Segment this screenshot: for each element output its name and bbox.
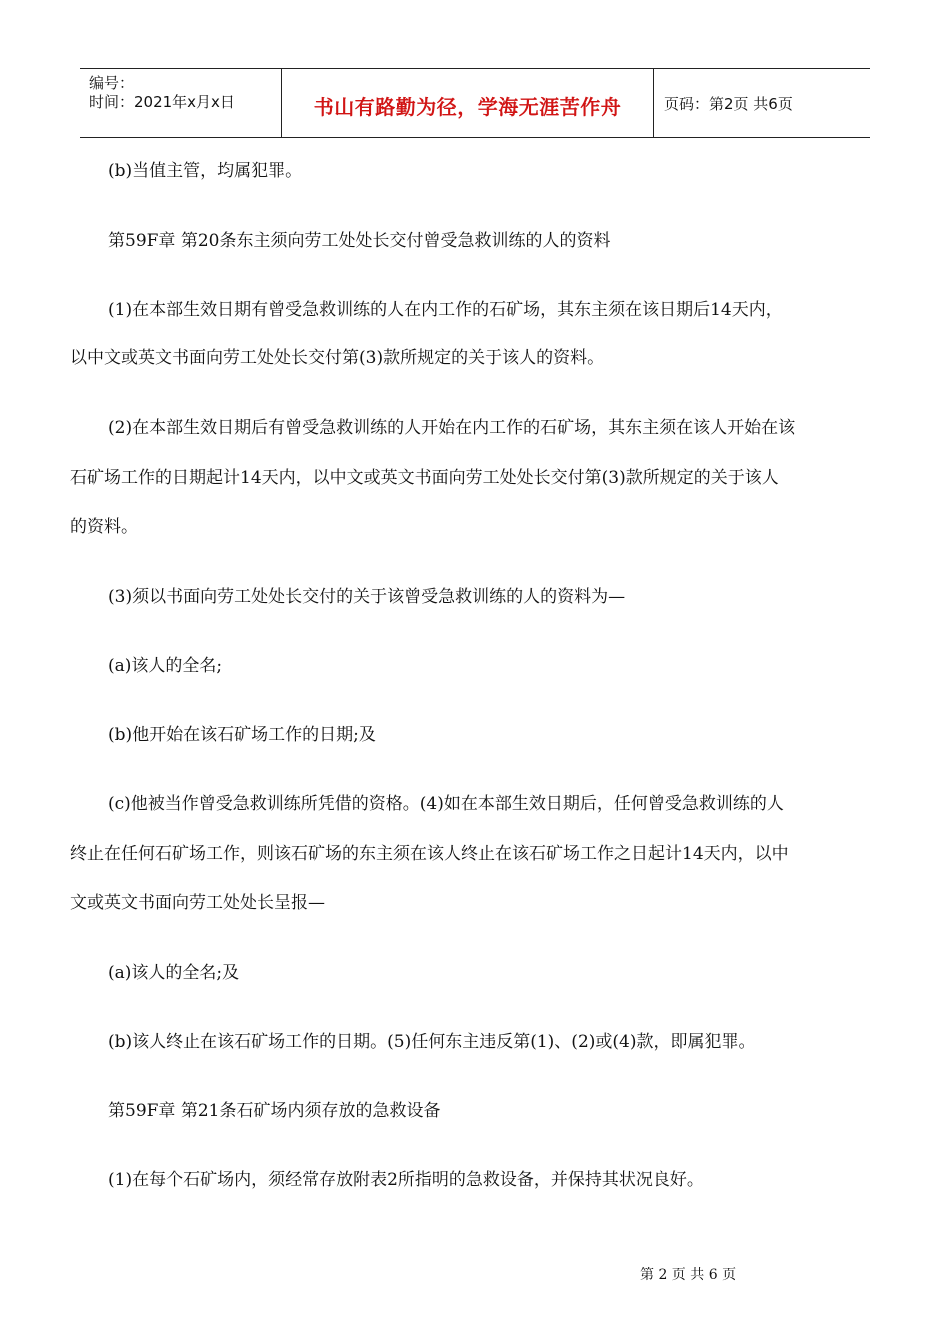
text-line: (b)他开始在该石矿场工作的日期;及 <box>108 725 376 745</box>
text-line: (a)该人的全名; <box>108 656 223 676</box>
section-heading: 第59F章 第21条石矿场内须存放的急救设备 <box>108 1101 441 1121</box>
section-heading: 第59F章 第20条东主须向劳工处处长交付曾受急救训练的人的资料 <box>108 231 611 251</box>
text-line: (b)该人终止在该石矿场工作的日期。(5)任何东主违反第(1)、(2)或(4)款，即属犯罪。 <box>108 1032 756 1052</box>
text-line: 的资料。 <box>70 517 138 537</box>
header-motto-cell <box>282 69 654 137</box>
time-label: 时间：2021年x月x日 <box>89 93 235 111</box>
text-line: (3)须以书面向劳工处处长交付的关于该曾受急救训练的人的资料为— <box>108 587 626 607</box>
text-line: (a)该人的全名;及 <box>108 963 240 983</box>
text-line: 文或英文书面向劳工处处长呈报— <box>70 893 325 913</box>
number-label: 编号： <box>89 74 135 92</box>
text-line: (b)当值主管，均属犯罪。 <box>108 161 303 181</box>
text-line: (1)在每个石矿场内，须经常存放附表2所指明的急救设备，并保持其状况良好。 <box>108 1170 704 1190</box>
header-info-cell <box>80 69 282 137</box>
page-code: 页码：第2页 共6页 <box>664 95 793 113</box>
page-footer: 第 2 页 共 6 页 <box>640 1267 737 1283</box>
text-line: (c)他被当作曾受急救训练所凭借的资格。(4)如在本部生效日期后，任何曾受急救训练的人 <box>108 794 784 814</box>
text-line: 石矿场工作的日期起计14天内，以中文或英文书面向劳工处处长交付第(3)款所规定的关于该人 <box>70 468 779 488</box>
text-line: (2)在本部生效日期后有曾受急救训练的人开始在内工作的石矿场，其东主须在该人开始在该 <box>108 418 796 438</box>
text-line: 终止在任何石矿场工作，则该石矿场的东主须在该人终止在该石矿场工作之日起计14天内，以中 <box>70 844 789 864</box>
motto: 书山有路勤为径，学海无涯苦作舟 <box>313 95 622 119</box>
header-page-cell <box>654 69 870 137</box>
text-line: (1)在本部生效日期有曾受急救训练的人在内工作的石矿场，其东主须在该日期后14天内， <box>108 300 783 320</box>
header-table <box>80 68 870 138</box>
text-line: 以中文或英文书面向劳工处处长交付第(3)款所规定的关于该人的资料。 <box>70 348 605 368</box>
